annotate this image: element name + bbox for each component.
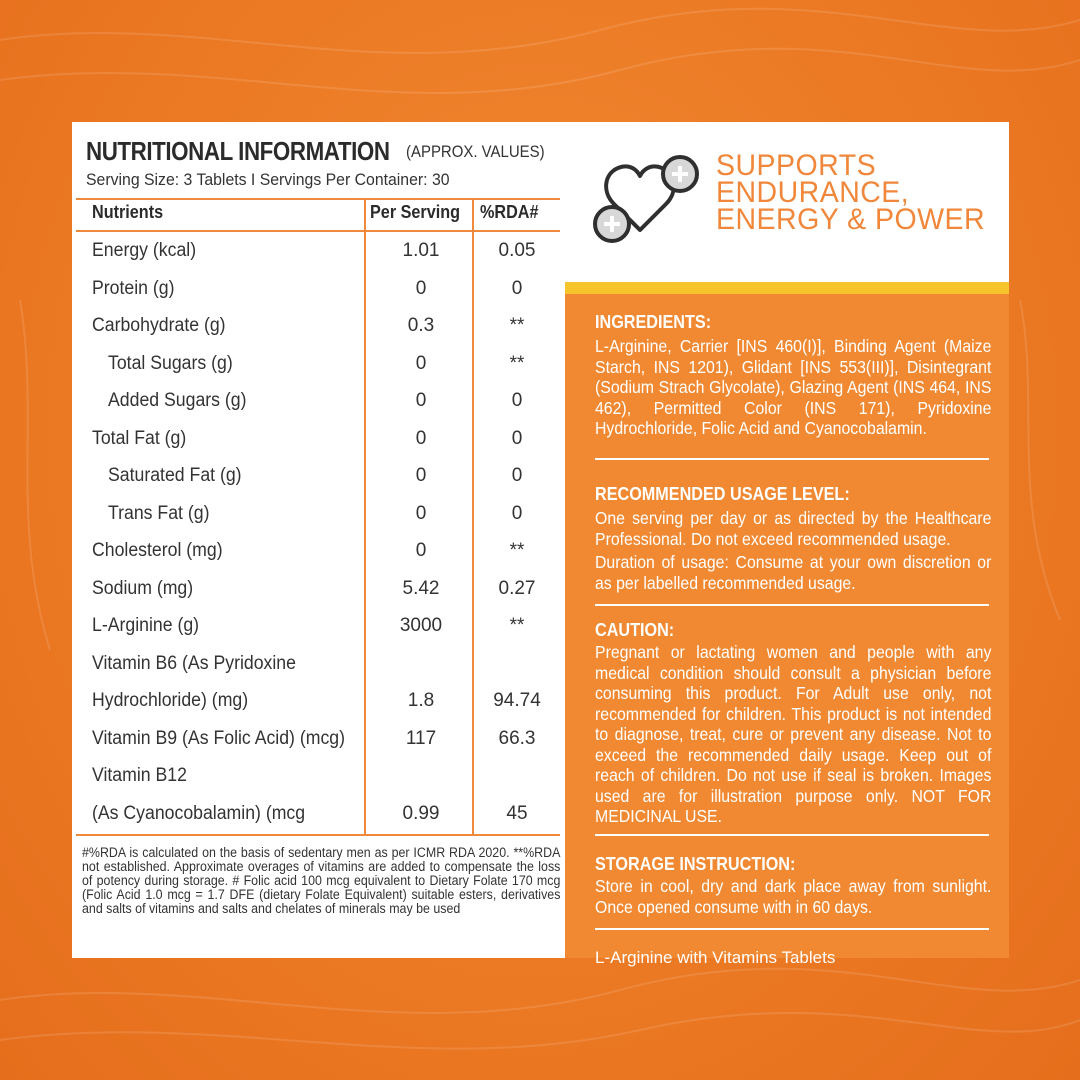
section-divider (595, 458, 989, 460)
per-serving-value: 0 (415, 465, 427, 486)
table-row (76, 232, 560, 270)
nutrient-name: Saturated Fat (g) (108, 465, 242, 486)
table-row (76, 495, 560, 533)
per-serving-value: 1.01 (402, 240, 440, 261)
nutrient-name: Vitamin B6 (As Pyridoxine (92, 652, 296, 674)
per-serving-value: 0.99 (402, 802, 440, 824)
rda-value: 0.27 (498, 577, 536, 599)
table-row (76, 382, 560, 420)
rda-value: ** (509, 540, 525, 561)
heart-health-icon (592, 152, 704, 244)
section-divider (595, 834, 989, 836)
nutrition-title: NUTRITIONAL INFORMATION (86, 136, 390, 166)
product-name: L-Arginine with Vitamins Tablets (595, 948, 836, 967)
header-nutrients: Nutrients (92, 202, 164, 222)
per-serving-value: 5.42 (402, 577, 440, 599)
per-serving-value: 117 (405, 727, 437, 749)
table-row (76, 307, 560, 345)
usage-text: One serving per day or as directed by the Healthcare Professional. Do not exceed recommended usage. (595, 508, 992, 549)
nutrient-name: Added Sugars (g) (108, 390, 247, 411)
claim-line: ENDURANCE, (716, 176, 910, 209)
table-row (76, 570, 560, 608)
table-bottom-rule (76, 834, 560, 836)
nutrient-name: Vitamin B9 (As Folic Acid) (mcg) (92, 727, 346, 749)
info-panel (565, 282, 1009, 967)
table-row (76, 795, 560, 833)
claim-line: SUPPORTS (716, 149, 877, 182)
table-top-rule (76, 198, 560, 200)
table-row (76, 420, 560, 458)
table-row (76, 607, 560, 645)
per-serving-value: 0 (415, 390, 427, 411)
nutrient-name: Hydrochloride) (mg) (92, 690, 249, 711)
label-panel (72, 122, 1009, 967)
table-row (76, 645, 560, 683)
table-row (76, 682, 560, 720)
serving-info: Serving Size: 3 Tablets I Servings Per Container: 30 (86, 170, 450, 189)
per-serving-value: 3000 (399, 615, 443, 636)
nutrition-approx-note: (APPROX. VALUES) (406, 142, 545, 161)
rda-value: 0.05 (498, 240, 536, 261)
rda-value: 94.74 (493, 690, 541, 711)
nutrient-name: Energy (kcal) (92, 240, 197, 261)
nutrient-name: L-Arginine (g) (92, 615, 200, 636)
caution-text: Pregnant or lactating women and people with any medical condition should consult a physician before consuming this product. For Adult use only, not recommended for children. This product is not intended to diagnose, treat, cure or prevent any disease. Not to exceed the recommended daily usage. Keep out of reach of children. Do not use if seal is broken. Images used are for illustration purpose only. NOT FOR MEDICINAL USE. (595, 642, 992, 826)
table-row (76, 757, 560, 795)
caution-title: CAUTION: (595, 620, 675, 640)
per-serving-value: 0 (415, 427, 427, 449)
rda-value: 0 (511, 390, 523, 411)
table-row (76, 532, 560, 570)
header-rda: %RDA# (480, 202, 539, 222)
table-row (76, 457, 560, 495)
nutrient-name: Sodium (mg) (92, 577, 194, 599)
rda-value: 45 (506, 802, 528, 824)
nutrient-name: Total Sugars (g) (108, 352, 233, 374)
header-per-serving: Per Serving (370, 202, 461, 222)
rda-value: 0 (511, 277, 523, 299)
usage-duration-text: Duration of usage: Consume at your own discretion or as per labelled recommended usage. (595, 552, 992, 593)
nutrient-name: Total Fat (g) (92, 427, 187, 449)
section-divider (595, 604, 989, 606)
rda-value: 66.3 (498, 727, 536, 749)
nutrient-name: Cholesterol (mg) (92, 540, 223, 561)
nutrient-name: Protein (g) (92, 277, 175, 299)
nutrient-name: Carbohydrate (g) (92, 315, 226, 336)
rda-value: ** (509, 352, 525, 374)
ingredients-title: INGREDIENTS: (595, 312, 712, 332)
per-serving-value: 0 (415, 352, 427, 374)
per-serving-value: 0.3 (407, 315, 435, 336)
table-row (76, 720, 560, 758)
nutrition-table (76, 198, 560, 834)
per-serving-value: 0 (415, 277, 427, 299)
claim-line: ENERGY & POWER (716, 203, 986, 236)
rda-value: ** (509, 315, 525, 336)
per-serving-value: 0 (415, 540, 427, 561)
usage-title: RECOMMENDED USAGE LEVEL: (595, 484, 850, 504)
rda-value: 0 (511, 427, 523, 449)
rda-value: 0 (511, 502, 523, 524)
nutrient-name: Vitamin B12 (92, 765, 187, 786)
nutrient-name: Trans Fat (g) (108, 502, 210, 524)
storage-title: STORAGE INSTRUCTION: (595, 854, 796, 874)
rda-value: 0 (511, 465, 523, 486)
table-row (76, 270, 560, 308)
rda-value: ** (509, 615, 525, 636)
per-serving-value: 0 (415, 502, 427, 524)
per-serving-value: 1.8 (407, 690, 435, 711)
table-row (76, 345, 560, 383)
storage-text: Store in cool, dry and dark place away from sunlight. Once opened consume with in 60 days. (595, 876, 992, 917)
claim-text (716, 149, 999, 236)
section-divider (595, 928, 989, 930)
ingredients-text: L-Arginine, Carrier [INS 460(I)], Binding Agent (Maize Starch, INS 1201), Glidant [INS 553(III)], Disintegrant (Sodium Strach Glycolate), Glazing Agent (INS 464, INS 462), Permitted Color (INS 171), Pyridoxine Hydrochloride, Folic Acid and Cyanocobalamin. (595, 336, 992, 438)
nutrient-name: (As Cyanocobalamin) (mcg (92, 802, 306, 824)
rda-footnote: #%RDA is calculated on the basis of sedentary men as per ICMR RDA 2020. **%RDA not established. Approximate overages of vitamins are added to compensate the loss of potency during storage. # Folic acid 100 mcg equivalent to Dietary Folate 170 mcg (Folic Acid 1.0 mcg = 1.7 DFE (dietary Folate Equivalent) suitable esters, derivatives and salts of vitamins and salts and chelates of minerals may be used (82, 845, 561, 916)
